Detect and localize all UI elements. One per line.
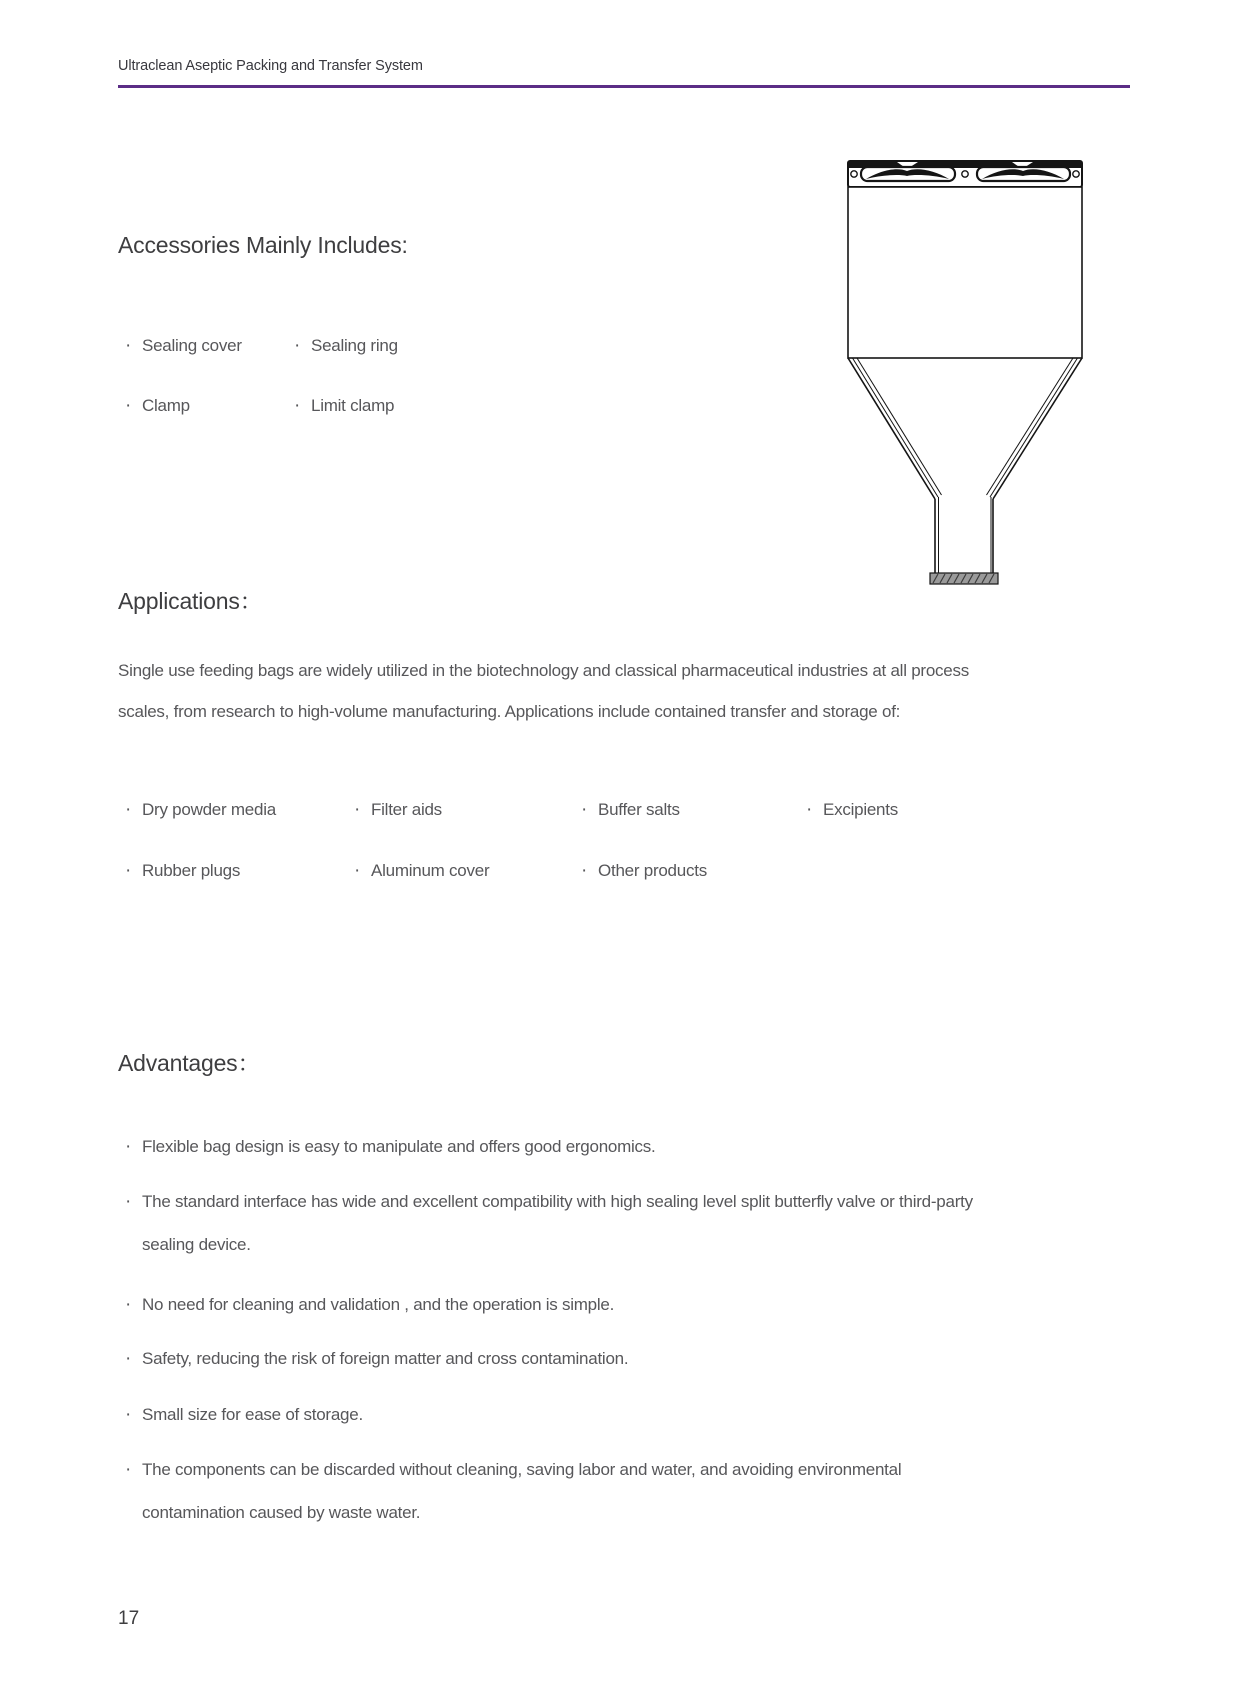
list-item [124,1192,973,1255]
list-item-label: Excipients [823,800,898,819]
list-item [124,1405,363,1425]
applications-heading: Applications： [118,588,263,614]
header-divider [118,85,1130,88]
bullet-dot: · [124,1459,132,1480]
list-item [293,336,398,356]
bullet-dot: · [580,860,588,881]
list-item-label: Dry powder media [142,800,276,819]
bullet-dot: · [124,799,132,820]
advantages-heading: Advantages： [118,1050,261,1076]
list-item-line: sealing device. [142,1235,251,1254]
list-item-label [142,1460,901,1523]
bullet-dot: · [124,335,132,356]
paragraph-line: Single use feeding bags are widely utilized in the biotechnology and classical pharmaceutical industries at all process [118,661,969,680]
list-item-label: Other products [598,861,707,880]
accessories-heading: Accessories Mainly Includes: [118,232,408,258]
bullet-dot: · [124,1404,132,1425]
list-item-label: Rubber plugs [142,861,241,880]
list-item-label: Filter aids [371,800,442,819]
list-item-label: Clamp [142,396,190,415]
bullet-dot: · [580,799,588,820]
list-item [580,800,680,820]
bullet-dot: · [353,860,361,881]
list-item-line: The components can be discarded without cleaning, saving labor and water, and avoiding environmental [142,1460,902,1479]
list-item [124,1460,901,1523]
bullet-dot: · [293,335,301,356]
list-item [124,1295,614,1315]
list-item-label: Safety, reducing the risk of foreign matter and cross contamination. [142,1349,629,1368]
page-number: 17 [118,1608,140,1629]
list-item-label [142,1192,973,1255]
list-item [124,800,276,820]
list-item-label: No need for cleaning and validation , and the operation is simple. [142,1295,615,1314]
list-item-label: Sealing cover [142,336,242,355]
bullet-dot: · [293,395,301,416]
list-item [353,800,442,820]
list-item [580,861,707,881]
list-item-label: Small size for ease of storage. [142,1405,363,1424]
list-item [124,861,240,881]
list-item-label: Aluminum cover [371,861,490,880]
applications-paragraph [118,661,1128,722]
list-item-label: Sealing ring [311,336,398,355]
feeding-bag-diagram [845,158,1085,590]
document-header-title: Ultraclean Aseptic Packing and Transfer System [118,58,423,74]
bullet-dot: · [353,799,361,820]
list-item [353,861,489,881]
list-item [124,1349,628,1369]
list-item-label: Buffer salts [598,800,680,819]
bullet-dot: · [124,1191,132,1212]
list-item [293,396,394,416]
bullet-dot: · [124,1136,132,1157]
bullet-dot: · [124,1294,132,1315]
list-item-line: The standard interface has wide and excellent compatibility with high sealing level split butterfly valve or third-party [142,1192,973,1211]
list-item [124,1137,656,1157]
list-item [805,800,898,820]
list-item-label: Limit clamp [311,396,395,415]
bullet-dot: · [124,1348,132,1369]
bullet-dot: · [805,799,813,820]
list-item [124,396,190,416]
bullet-dot: · [124,395,132,416]
bullet-dot: · [124,860,132,881]
list-item [124,336,242,356]
paragraph-line: scales, from research to high-volume manufacturing. Applications include contained transfer and storage of: [118,702,901,721]
list-item-label: Flexible bag design is easy to manipulate and offers good ergonomics. [142,1137,656,1156]
list-item-line: contamination caused by waste water. [142,1503,421,1522]
